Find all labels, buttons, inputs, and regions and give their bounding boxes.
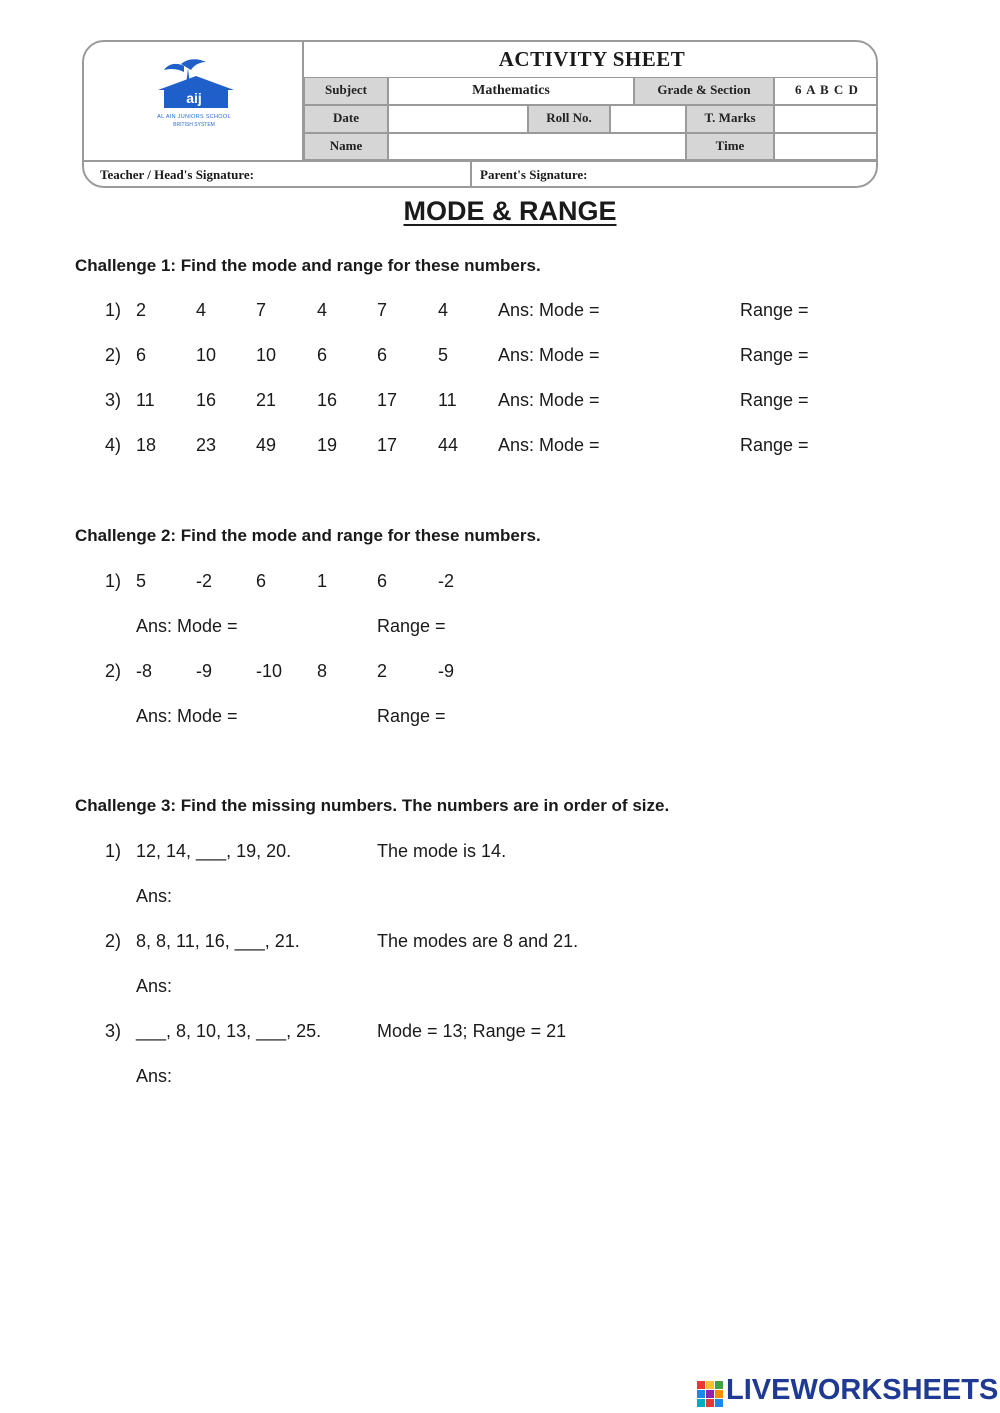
number: 2 <box>136 300 147 320</box>
row-label: 1) <box>105 571 122 591</box>
date-label: Date <box>304 105 388 133</box>
range-answer-label: Range = <box>740 300 809 320</box>
row-label: 2) <box>105 345 122 365</box>
number: 5 <box>136 571 147 591</box>
row-label: 1) <box>105 300 122 320</box>
signature-row <box>84 160 878 188</box>
mode-answer-label: Ans: Mode = <box>136 706 238 726</box>
range-answer-label: Range = <box>377 616 446 636</box>
number: 10 <box>196 345 217 365</box>
school-name: AL AIN JUNIORS SCHOOL <box>157 114 231 120</box>
number: -9 <box>438 661 455 681</box>
number: 6 <box>256 571 267 591</box>
school-logo-icon <box>136 56 256 112</box>
number: -2 <box>438 571 455 591</box>
range-answer-label: Range = <box>740 435 809 455</box>
number-sequence: ___, 8, 10, 13, ___, 25. <box>136 1021 322 1041</box>
svg-text:aij: aij <box>186 90 202 106</box>
grade-value: 6 A B C D <box>774 77 878 105</box>
number: 23 <box>196 435 217 455</box>
roll-field[interactable] <box>610 105 686 133</box>
time-label: Time <box>686 133 774 160</box>
number: 16 <box>317 390 338 410</box>
number: 1 <box>317 571 328 591</box>
row-label: 4) <box>105 435 122 455</box>
liveworksheets-logo-icon <box>697 1378 723 1410</box>
challenge1-heading: Challenge 1: Find the mode and range for these numbers. <box>75 256 541 275</box>
number-sequence: 12, 14, ___, 19, 20. <box>136 841 292 861</box>
date-field[interactable] <box>388 105 528 133</box>
answer-label: Ans: <box>136 1066 173 1086</box>
row-label: 2) <box>105 661 122 681</box>
challenge2-heading: Challenge 2: Find the mode and range for these numbers. <box>75 526 541 545</box>
number: -9 <box>196 661 213 681</box>
number: 4 <box>438 300 449 320</box>
challenge3-heading: Challenge 3: Find the missing numbers. The numbers are in order of size. <box>75 796 670 815</box>
number: 10 <box>256 345 277 365</box>
number: 11 <box>438 390 457 410</box>
number: 7 <box>377 300 388 320</box>
mode-answer-label: Ans: Mode = <box>498 300 600 320</box>
name-field[interactable] <box>388 133 686 160</box>
number: -2 <box>196 571 213 591</box>
sequence-clue: Mode = 13; Range = 21 <box>377 1021 567 1041</box>
number: 11 <box>136 390 155 410</box>
number: 6 <box>377 571 388 591</box>
number: 6 <box>377 345 388 365</box>
mode-answer-label: Ans: Mode = <box>498 390 600 410</box>
number: 7 <box>256 300 267 320</box>
mode-answer-label: Ans: Mode = <box>498 345 600 365</box>
name-label: Name <box>304 133 388 160</box>
sheet-title: ACTIVITY SHEET <box>498 47 686 71</box>
subject-label: Subject <box>304 77 388 105</box>
page-title: MODE & RANGE <box>403 196 617 226</box>
tmarks-field[interactable] <box>774 105 878 133</box>
number: 4 <box>196 300 207 320</box>
signature-divider <box>470 162 472 188</box>
grade-label: Grade & Section <box>634 77 774 105</box>
school-logo-area <box>84 42 304 160</box>
parent-signature-label: Parent's Signature: <box>480 167 588 182</box>
school-subtitle: BRITISH SYSTEM <box>173 122 215 128</box>
number: 49 <box>256 435 277 455</box>
number: 5 <box>438 345 449 365</box>
mode-answer-label: Ans: Mode = <box>136 616 238 636</box>
sequence-clue: The mode is 14. <box>377 841 507 861</box>
number: 21 <box>256 390 277 410</box>
number: 8 <box>317 661 328 681</box>
teacher-signature-label: Teacher / Head's Signature: <box>100 167 254 182</box>
answer-label: Ans: <box>136 886 173 906</box>
number: -10 <box>256 661 283 681</box>
number: 4 <box>317 300 328 320</box>
answer-label: Ans: <box>136 976 173 996</box>
range-answer-label: Range = <box>740 390 809 410</box>
liveworksheets-brand[interactable]: LIVEWORKSHEETS <box>726 1374 999 1406</box>
row-label: 3) <box>105 390 122 410</box>
number: 17 <box>377 390 398 410</box>
number: -8 <box>136 661 153 681</box>
row-label: 3) <box>105 1021 122 1041</box>
activity-sheet-header <box>82 40 878 188</box>
roll-label: Roll No. <box>528 105 610 133</box>
range-answer-label: Range = <box>377 706 446 726</box>
subject-value: Mathematics <box>388 77 634 105</box>
number: 2 <box>377 661 388 681</box>
row-label: 1) <box>105 841 122 861</box>
number: 18 <box>136 435 157 455</box>
range-answer-label: Range = <box>740 345 809 365</box>
number: 17 <box>377 435 398 455</box>
number: 6 <box>136 345 147 365</box>
number: 44 <box>438 435 459 455</box>
number: 6 <box>317 345 328 365</box>
number-sequence: 8, 8, 11, 16, ___, 21. <box>136 931 300 951</box>
tmarks-label: T. Marks <box>686 105 774 133</box>
number: 19 <box>317 435 338 455</box>
number: 16 <box>196 390 217 410</box>
mode-answer-label: Ans: Mode = <box>498 435 600 455</box>
time-field[interactable] <box>774 133 878 160</box>
row-label: 2) <box>105 931 122 951</box>
sequence-clue: The modes are 8 and 21. <box>377 931 579 951</box>
